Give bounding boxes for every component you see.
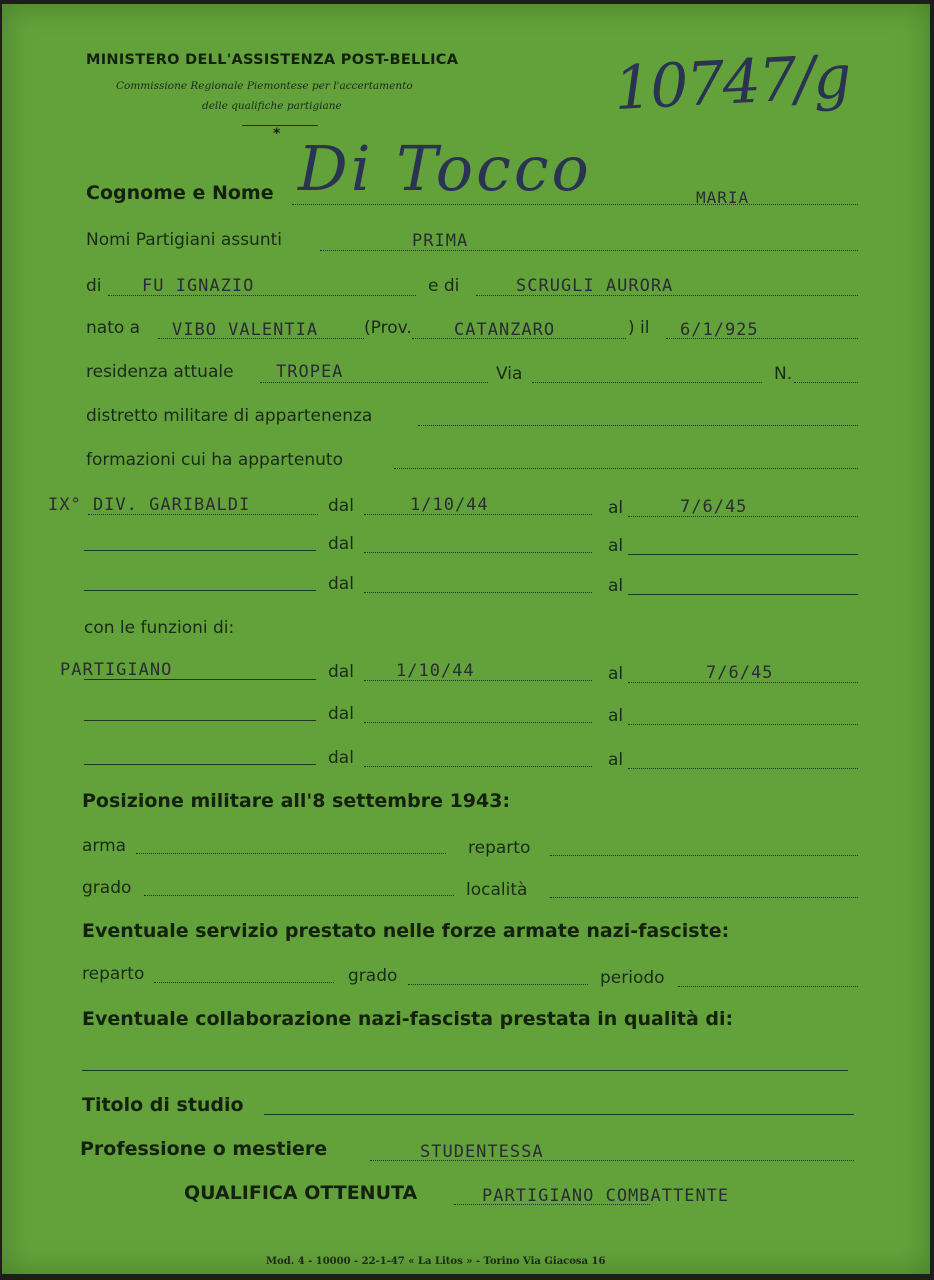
formation-1-from-label: dal xyxy=(328,496,354,516)
father-line xyxy=(108,295,416,296)
birth-label: nato a xyxy=(86,318,141,338)
via-label: Via xyxy=(496,364,523,384)
function-1-from: 1/10/44 xyxy=(396,661,475,681)
via-line xyxy=(532,382,762,383)
function-2-from-line xyxy=(364,722,592,723)
district-line xyxy=(418,425,858,426)
function-1-from-label: dal xyxy=(328,662,354,682)
surname-label: Cognome e Nome xyxy=(86,182,274,204)
grado-label: grado xyxy=(82,878,132,898)
formation-1-to: 7/6/45 xyxy=(680,497,748,517)
surname-line xyxy=(292,204,858,205)
military-heading: Posizione militare all'8 settembre 1943: xyxy=(82,790,511,812)
mother-line xyxy=(476,295,858,296)
function-1-name: PARTIGIANO xyxy=(60,660,173,680)
study-label: Titolo di studio xyxy=(82,1094,244,1116)
formation-1-from: 1/10/44 xyxy=(410,495,489,515)
header-star: * xyxy=(273,126,281,142)
localita-line xyxy=(550,897,858,898)
function-1-to: 7/6/45 xyxy=(706,663,774,683)
ministry-heading: MINISTERO DELL'ASSISTENZA POST-BELLICA xyxy=(86,52,459,68)
mother-value: SCRUGLI AURORA xyxy=(516,276,674,296)
birth-date-line xyxy=(666,338,858,339)
prov-label: (Prov. xyxy=(364,318,412,338)
function-2-to-label: al xyxy=(608,706,624,726)
commission-line-2: delle qualifiche partigiane xyxy=(202,100,342,112)
collaboration-heading: Eventuale collaborazione nazi-fascista prestata in qualità di: xyxy=(82,1008,734,1030)
profession-value: STUDENTESSA xyxy=(420,1142,544,1162)
birth-date-value: 6/1/925 xyxy=(680,320,759,340)
formation-1-from-line xyxy=(364,514,592,515)
formation-1-to-label: al xyxy=(608,498,624,518)
formations-label: formazioni cui ha appartenuto xyxy=(86,450,343,470)
surname-value: Di Tocco xyxy=(298,132,592,205)
formation-1-name: IX° DIV. GARIBALDI xyxy=(48,495,251,515)
first-name-value: MARIA xyxy=(696,188,750,207)
profession-line xyxy=(370,1160,854,1161)
formation-3-to-line xyxy=(628,594,858,595)
birth-date-label: ) il xyxy=(628,318,650,338)
nazi-grado-line xyxy=(408,984,588,985)
birth-place-line xyxy=(158,338,364,339)
reparto-line xyxy=(550,855,858,856)
formation-3-to-label: al xyxy=(608,576,624,596)
reparto-label: reparto xyxy=(468,838,531,858)
function-3-name-line xyxy=(84,764,316,765)
formation-2-name-line xyxy=(84,550,316,551)
file-number: 10747/g xyxy=(612,41,852,125)
nazi-grado-label: grado xyxy=(348,966,398,986)
father-value: FU IGNAZIO xyxy=(142,276,255,296)
partisan-names-label: Nomi Partigiani assunti xyxy=(86,230,282,250)
function-3-from-line xyxy=(364,766,592,767)
father-label: di xyxy=(86,276,102,296)
grado-line xyxy=(144,895,454,896)
qualification-line xyxy=(454,1204,650,1205)
formation-1-to-line xyxy=(628,516,858,517)
formation-3-name-line xyxy=(84,590,316,591)
formation-2-from-label: dal xyxy=(328,534,354,554)
function-1-name-line xyxy=(84,679,316,680)
function-1-to-line xyxy=(628,682,858,683)
localita-label: località xyxy=(466,880,528,900)
residence-value: TROPEA xyxy=(276,362,344,382)
formations-line xyxy=(394,468,858,469)
prov-line xyxy=(412,338,626,339)
formation-2-to-label: al xyxy=(608,536,624,556)
function-2-from-label: dal xyxy=(328,704,354,724)
function-3-to-label: al xyxy=(608,750,624,770)
formation-2-from-line xyxy=(364,552,592,553)
collaboration-line xyxy=(82,1070,848,1071)
nazi-service-heading: Eventuale servizio prestato nelle forze armate nazi-fasciste: xyxy=(82,920,730,942)
nazi-reparto-line xyxy=(154,982,334,983)
district-label: distretto militare di appartenenza xyxy=(86,406,373,426)
nazi-periodo-label: periodo xyxy=(600,968,665,988)
arma-line xyxy=(136,853,446,854)
formation-1-name-line xyxy=(88,514,318,515)
commission-line-1: Commissione Regionale Piemontese per l'accertamento xyxy=(116,80,413,92)
formation-3-from-label: dal xyxy=(328,574,354,594)
personnel-card xyxy=(2,4,930,1274)
residence-line xyxy=(260,382,488,383)
function-3-to-line xyxy=(628,768,858,769)
functions-label: con le funzioni di: xyxy=(84,618,235,638)
number-label: N. xyxy=(774,364,793,384)
nazi-periodo-line xyxy=(678,986,858,987)
number-line xyxy=(794,382,858,383)
qualification-label: QUALIFICA OTTENUTA xyxy=(184,1182,418,1204)
function-2-to-line xyxy=(628,724,858,725)
formation-2-to-line xyxy=(628,554,858,555)
function-1-to-label: al xyxy=(608,664,624,684)
arma-label: arma xyxy=(82,836,127,856)
study-line xyxy=(264,1114,854,1115)
prov-value: CATANZARO xyxy=(454,320,556,340)
function-3-from-label: dal xyxy=(328,748,354,768)
qualification-value: PARTIGIANO COMBATTENTE xyxy=(482,1186,730,1206)
function-2-name-line xyxy=(84,720,316,721)
function-1-from-line xyxy=(364,680,592,681)
partisan-names-value: PRIMA xyxy=(412,231,469,251)
profession-label: Professione o mestiere xyxy=(80,1138,328,1160)
partisan-names-line xyxy=(320,250,858,251)
birth-place-value: VIBO VALENTIA xyxy=(172,320,319,340)
mother-label: e di xyxy=(428,276,460,296)
nazi-reparto-label: reparto xyxy=(82,964,145,984)
residence-label: residenza attuale xyxy=(86,362,234,382)
print-footer: Mod. 4 - 10000 - 22-1-47 « La Litos » - Torino Via Giacosa 16 xyxy=(266,1256,606,1267)
formation-3-from-line xyxy=(364,592,592,593)
